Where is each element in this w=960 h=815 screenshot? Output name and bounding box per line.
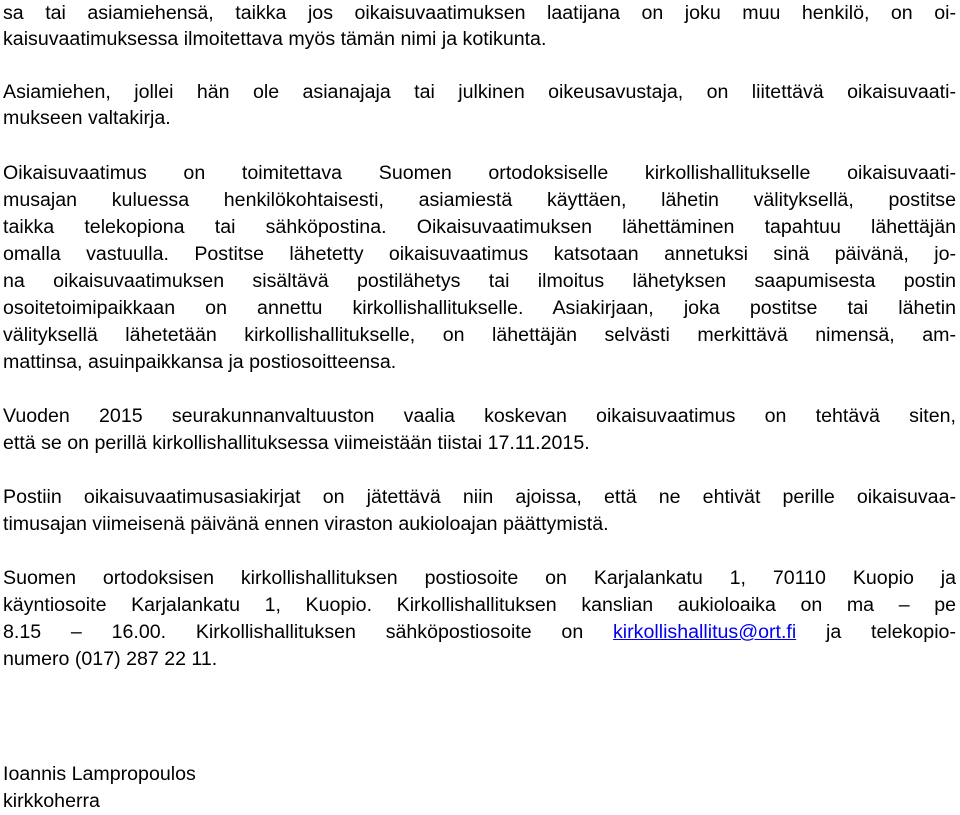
paragraph-6-line-3-before: 8.15 – 16.00. Kirkollishallituksen sähköpostiosoite on bbox=[3, 621, 613, 643]
paragraph-3-line-7: välityksellä lähetetään kirkollishallitukselle, on lähettäjän selvästi merkittävä nimensä, am- bbox=[3, 324, 956, 346]
paragraph-5-line-1: Postiin oikaisuvaatimusasiakirjat on jätettävä niin ajoissa, että ne ehtivät perille oikaisuvaa- bbox=[3, 486, 956, 508]
paragraph-3-line-4: omalla vastuulla. Postitse lähetetty oikaisuvaatimus katsotaan annetuksi sinä päivänä, jo- bbox=[3, 243, 956, 265]
paragraph-3-line-5: na oikaisuvaatimuksen sisältävä postilähetys tai ilmoitus lähetyksen saapumisesta postin bbox=[3, 270, 956, 292]
signature-title: kirkkoherra bbox=[3, 790, 100, 812]
signature-name: Ioannis Lampropoulos bbox=[3, 763, 196, 785]
paragraph-3-line-1: Oikaisuvaatimus on toimitettava Suomen ortodoksiselle kirkollishallitukselle oikaisuvaati- bbox=[3, 162, 956, 184]
paragraph-3-line-3: taikka telekopiona tai sähköpostina. Oikaisuvaatimuksen lähettäminen tapahtuu lähettäjän bbox=[3, 216, 956, 238]
paragraph-3-line-2: musajan kuluessa henkilökohtaisesti, asiamiestä käyttäen, lähetin välityksellä, postitse bbox=[3, 189, 956, 211]
paragraph-4-line-1: Vuoden 2015 seurakunnanvaltuuston vaalia koskevan oikaisuvaatimus on tehtävä siten, bbox=[3, 405, 956, 427]
paragraph-5-line-2: timusajan viimeisenä päivänä ennen viraston aukioloajan päättymistä. bbox=[3, 513, 609, 535]
paragraph-2-line-1: Asiamiehen, jollei hän ole asianajaja tai julkinen oikeusavustaja, on liitettävä oikaisuvaati- bbox=[3, 81, 956, 103]
paragraph-6-line-2: käyntiosoite Karjalankatu 1, Kuopio. Kirkollishallituksen kanslian aukioloaika on ma – pe bbox=[3, 594, 956, 616]
paragraph-6-line-1: Suomen ortodoksisen kirkollishallituksen postiosoite on Karjalankatu 1, 70110 Kuopio ja bbox=[3, 567, 956, 589]
paragraph-1-line-2: kaisuvaatimuksessa ilmoitettava myös tämän nimi ja kotikunta. bbox=[3, 28, 547, 50]
email-link[interactable]: kirkollishallitus@ort.fi bbox=[613, 621, 797, 643]
paragraph-3-line-8: mattinsa, asuinpaikkansa ja postiosoitteensa. bbox=[3, 351, 397, 373]
paragraph-3-line-6: osoitetoimipaikkaan on annettu kirkollishallitukselle. Asiakirjaan, joka postitse tai lähetin bbox=[3, 297, 956, 319]
paragraph-6-line-3 bbox=[3, 619, 956, 645]
paragraph-1-line-1: sa tai asiamiehensä, taikka jos oikaisuvaatimuksen laatijana on joku muu henkilö, on oi- bbox=[3, 2, 956, 24]
paragraph-6-line-4: numero (017) 287 22 11. bbox=[3, 648, 218, 670]
paragraph-2-line-2: mukseen valtakirja. bbox=[3, 107, 171, 129]
paragraph-6-line-3-after: ja telekopio- bbox=[796, 621, 956, 643]
paragraph-4-line-2: että se on perillä kirkollishallituksessa viimeistään tiistai 17.11.2015. bbox=[3, 432, 590, 454]
